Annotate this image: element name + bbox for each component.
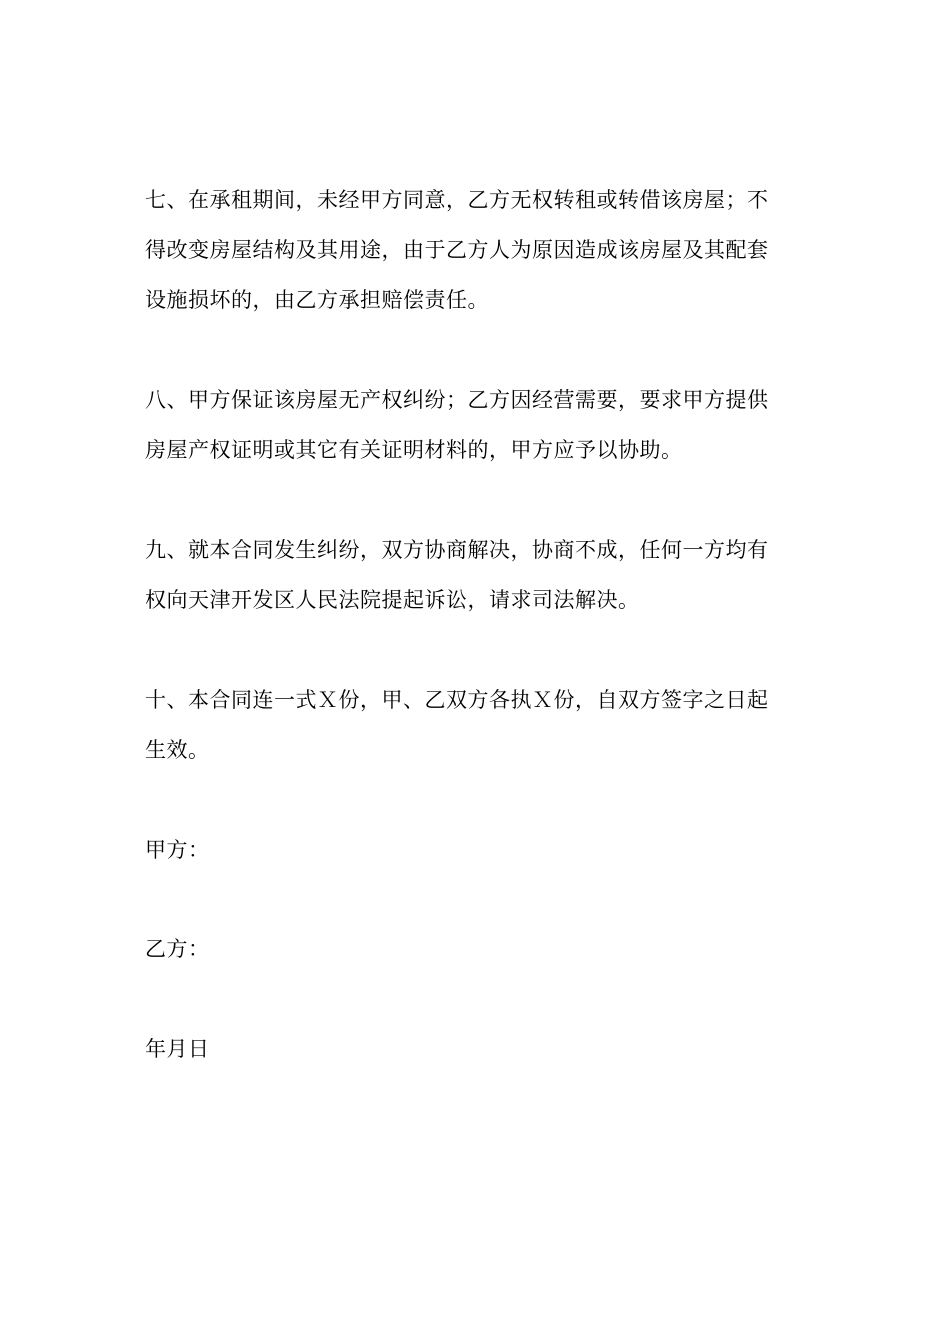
clause-9-line-2: 权向天津开发区人民法院提起诉讼，请求司法解决。 [145,588,640,612]
clause-8-line-2: 房屋产权证明或其它有关证明材料的，甲方应予以协助。 [145,438,683,462]
clause-9 [145,525,809,625]
party-a-signature-label: 甲方： [145,838,210,862]
clause-10 [145,675,809,775]
clause-8-line-1: 八、甲方保证该房屋无产权纠纷；乙方因经营需要，要求甲方提供 [145,388,769,412]
party-b-signature-label: 乙方： [145,937,210,961]
clause-10-line-1: 十、本合同连一式Ｘ份，甲、乙双方各执Ｘ份，自双方签字之日起 [145,688,769,712]
clause-10-line-2: 生效。 [145,738,210,762]
signing-date-label: 年月日 [145,1037,210,1061]
clause-7 [145,175,809,325]
clause-8 [145,375,809,475]
clause-7-line-2: 得改变房屋结构及其用途，由于乙方人为原因造成该房屋及其配套 [145,238,769,262]
clause-7-line-1: 七、在承租期间，未经甲方同意，乙方无权转租或转借该房屋；不 [145,188,769,212]
clause-9-line-1: 九、就本合同发生纠纷，双方协商解决，协商不成，任何一方均有 [145,538,769,562]
clause-7-line-3: 设施损坏的，由乙方承担赔偿责任。 [145,288,489,312]
